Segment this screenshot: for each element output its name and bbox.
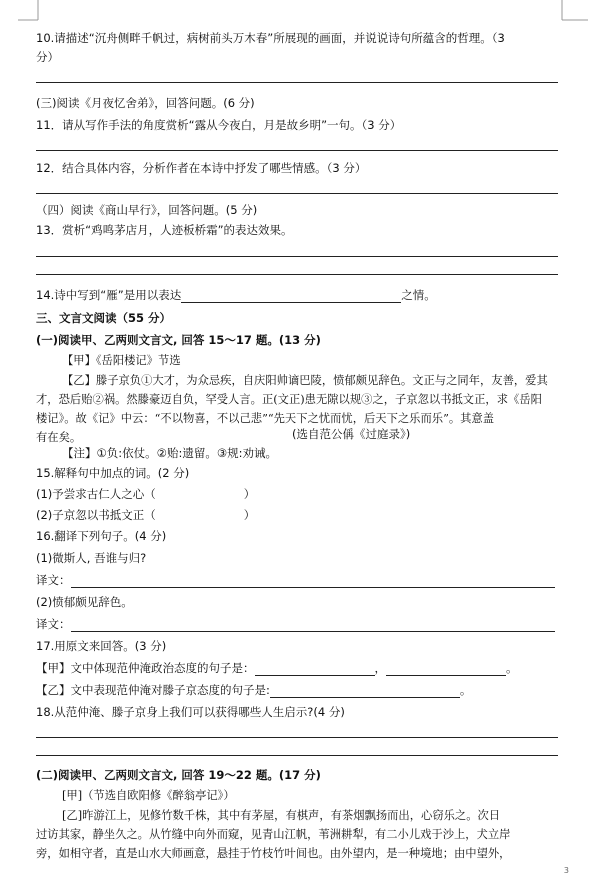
answer-blank[interactable] <box>270 685 460 698</box>
question-16-1: (1)微斯人, 吾谁与归? <box>36 551 147 565</box>
question-13: 13．赏析“鸡鸣茅店月，人迹板桥霜”的表达效果。 <box>36 223 293 237</box>
question-15-2 <box>36 507 255 523</box>
passage-yi-1-line: 楼记》。故《记》中云：“不以物喜，不以己悲”“先天下之忧而忧，后天下之乐而乐”。其意盖 <box>36 412 495 425</box>
answer-blank[interactable] <box>181 290 401 303</box>
question-12: 12．结合具体内容，分析作者在本诗中抒发了哪些情感。（3 分） <box>36 161 367 175</box>
question-15-1-text: (1)予尝求古仁人之心（ <box>36 487 156 501</box>
question-16-2: (2)愤郁颇见辞色。 <box>36 595 133 609</box>
passage-yi-2-line: 过访其家，静坐久之。从竹缝中向外而窥，见青山江帆，苇洲耕犁，有二小儿戏于沙上，犬立岸 <box>36 828 511 841</box>
question-10-continued: 分） <box>36 50 59 64</box>
passage-yi-2-line: 旁，如相守者，直是山水大师画意，悬挂于竹枝竹叶间也。由外望内，是一种境地；由中望外， <box>36 847 511 860</box>
translation-label <box>36 572 555 588</box>
answer-blank[interactable] <box>71 575 555 588</box>
question-11: 11．请从写作手法的角度赏析“露从今夜白，月是故乡明”一句。（3 分） <box>36 118 402 132</box>
page-number: 3 <box>563 866 569 875</box>
section-heading-4: （四）阅读《商山早行》，回答问题。(5 分) <box>36 203 258 217</box>
answer-line[interactable] <box>36 256 558 257</box>
part-3-title: 三、文言文阅读（55 分） <box>36 311 172 325</box>
passage-jia-2-label: [甲]（节选自欧阳修《醉翁亭记》） <box>62 789 235 802</box>
question-14-prefix: 14.诗中写到“雁”是用以表达 <box>36 288 182 302</box>
passage-yi-1-line: 有在矣。 <box>36 431 82 444</box>
subsection-1-heading: (一)阅读甲、乙两则文言文, 回答 15～17 题。(13 分) <box>36 333 321 347</box>
passage-source: (选自范公偁《过庭录》) <box>292 427 411 441</box>
question-18: 18.从范仲淹、滕子京身上我们可以获得哪些人生启示?(4 分) <box>36 705 345 719</box>
question-17: 17.用原文来回答。(3 分) <box>36 639 167 653</box>
period: 。 <box>506 661 518 675</box>
passage-jia-1-label: 【甲】《岳阳楼记》节选 <box>62 354 181 367</box>
corner-mark-right <box>560 0 590 22</box>
paren-close: ） <box>243 508 256 522</box>
passage-yi-1-line: 才，恐后贻②祸。然滕豪迈自负，罕受人言。正(文正)患无隙以规③之，子京忽以书抵文正，求《岳阳 <box>36 393 542 406</box>
corner-mark-left <box>18 0 40 22</box>
question-14 <box>36 287 436 303</box>
answer-blank[interactable] <box>386 663 506 676</box>
question-15: 15.解释句中加点的词。(2 分) <box>36 466 190 480</box>
period: 。 <box>459 683 472 697</box>
answer-line[interactable] <box>36 737 558 738</box>
paren-close: ） <box>243 487 256 501</box>
answer-line[interactable] <box>36 150 558 151</box>
answer-line[interactable] <box>36 274 558 275</box>
translation-label <box>36 616 555 632</box>
question-15-2-text: (2)子京忽以书抵文正（ <box>36 508 156 522</box>
question-10: 10.请描述“沉舟侧畔千帆过，病树前头万木春”所展现的画面，并说说诗句所蕴含的哲理。（3 <box>36 31 505 45</box>
question-17-2-text: 【乙】文中表现范仲淹对滕子京态度的句子是: <box>36 683 270 697</box>
question-14-suffix: 之情。 <box>401 288 436 302</box>
answer-blank[interactable] <box>255 663 375 676</box>
translation-label-text: 译文： <box>36 617 71 631</box>
passage-yi-2-line: [乙]昨游江上，见修竹数千株，其中有茅屋，有棋声，有茶烟飘扬而出，心窃乐之。次日 <box>62 809 501 822</box>
answer-line[interactable] <box>36 755 558 756</box>
passage-yi-1-line: 【乙】滕子京负①大才，为众忌疾，自庆阳帅谪巴陵，愤郁颇见辞色。文正与之同年，友善，爱其 <box>62 374 548 387</box>
question-17-2 <box>36 682 471 698</box>
translation-label-text: 译文： <box>36 573 71 587</box>
answer-line[interactable] <box>36 82 558 83</box>
answer-blank[interactable] <box>71 619 555 632</box>
section-heading-3: (三)阅读《月夜忆舍弟》，回答问题。(6 分) <box>36 96 255 110</box>
question-17-1 <box>36 660 518 676</box>
question-15-1 <box>36 486 255 502</box>
question-16: 16.翻译下列句子。(4 分) <box>36 529 167 543</box>
subsection-2-heading: (二)阅读甲、乙两则文言文, 回答 19～22 题。(17 分) <box>36 768 321 782</box>
footnote: 【注】①负:依仗。②贻:遗留。③规:劝诫。 <box>62 446 278 460</box>
question-17-1-text: 【甲】文中体现范仲淹政治态度的句子是： <box>36 661 255 675</box>
answer-line[interactable] <box>36 193 558 194</box>
comma: ， <box>374 661 386 675</box>
